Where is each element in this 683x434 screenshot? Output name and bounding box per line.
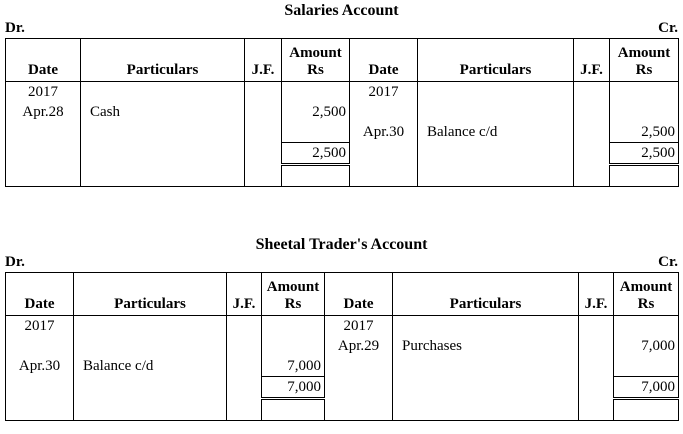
salaries-dr-year: 2017 [6, 82, 81, 103]
sheetal-cr-amount-header: Amount Rs [614, 273, 679, 316]
table-row [6, 165, 679, 187]
sheetal-cr-label: Cr. [658, 254, 678, 270]
salaries-dr-date-header: Date [6, 39, 81, 82]
salaries-header-row [6, 39, 679, 82]
sheetal-dr-amount: 7,000 [262, 356, 325, 377]
sheetal-cr-year: 2017 [325, 316, 393, 337]
sheetal-dr-particulars-header: Particulars [74, 273, 227, 316]
table-row [6, 356, 679, 377]
sheetal-account [5, 236, 678, 421]
sheetal-ledger-table [5, 272, 679, 421]
salaries-cr-particulars: Balance c/d [418, 122, 574, 143]
sheetal-cr-jf-header: J.F. [579, 273, 614, 316]
sheetal-dr-particulars: Balance c/d [74, 356, 227, 377]
salaries-dr-amount: 2,500 [282, 102, 350, 122]
salaries-cr-particulars-header: Particulars [418, 39, 574, 82]
salaries-account [5, 2, 678, 187]
table-row [6, 102, 679, 122]
sheetal-cr-date-header: Date [325, 273, 393, 316]
salaries-cr-jf-header: J.F. [574, 39, 610, 82]
salaries-drcr-row [5, 20, 678, 38]
salaries-dr-total: 2,500 [282, 143, 350, 165]
table-row [6, 143, 679, 165]
sheetal-cr-total: 7,000 [614, 377, 679, 399]
sheetal-dr-label: Dr. [5, 254, 25, 270]
table-row [6, 377, 679, 399]
salaries-cr-date: Apr.30 [350, 122, 418, 143]
salaries-dr-amount-header: Amount Rs [282, 39, 350, 82]
salaries-cr-year: 2017 [350, 82, 418, 103]
sheetal-dr-date-header: Date [6, 273, 74, 316]
sheetal-dr-date: Apr.30 [6, 356, 74, 377]
salaries-cr-label: Cr. [658, 20, 678, 36]
salaries-dr-date: Apr.28 [6, 102, 81, 122]
table-row [6, 122, 679, 143]
sheetal-drcr-row [5, 254, 678, 272]
sheetal-header-row [6, 273, 679, 316]
table-row [6, 336, 679, 356]
salaries-cr-amount-header: Amount Rs [610, 39, 679, 82]
table-row [6, 316, 679, 337]
salaries-dr-particulars-header: Particulars [81, 39, 245, 82]
salaries-cr-date-header: Date [350, 39, 418, 82]
table-row [6, 399, 679, 421]
sheetal-dr-total: 7,000 [262, 377, 325, 399]
sheetal-cr-amount: 7,000 [614, 336, 679, 356]
sheetal-cr-particulars-header: Particulars [393, 273, 579, 316]
salaries-dr-jf-header: J.F. [245, 39, 282, 82]
salaries-account-title: Salaries Account [284, 2, 399, 19]
salaries-dr-particulars: Cash [81, 102, 245, 122]
table-row [6, 82, 679, 103]
sheetal-cr-particulars: Purchases [393, 336, 579, 356]
sheetal-account-title: Sheetal Trader's Account [255, 236, 428, 253]
sheetal-dr-jf-header: J.F. [227, 273, 262, 316]
salaries-ledger-table [5, 38, 679, 187]
salaries-cr-total: 2,500 [610, 143, 679, 165]
salaries-cr-amount: 2,500 [610, 122, 679, 143]
salaries-dr-label: Dr. [5, 20, 25, 36]
sheetal-cr-date: Apr.29 [325, 336, 393, 356]
sheetal-dr-amount-header: Amount Rs [262, 273, 325, 316]
sheetal-dr-year: 2017 [6, 316, 74, 337]
